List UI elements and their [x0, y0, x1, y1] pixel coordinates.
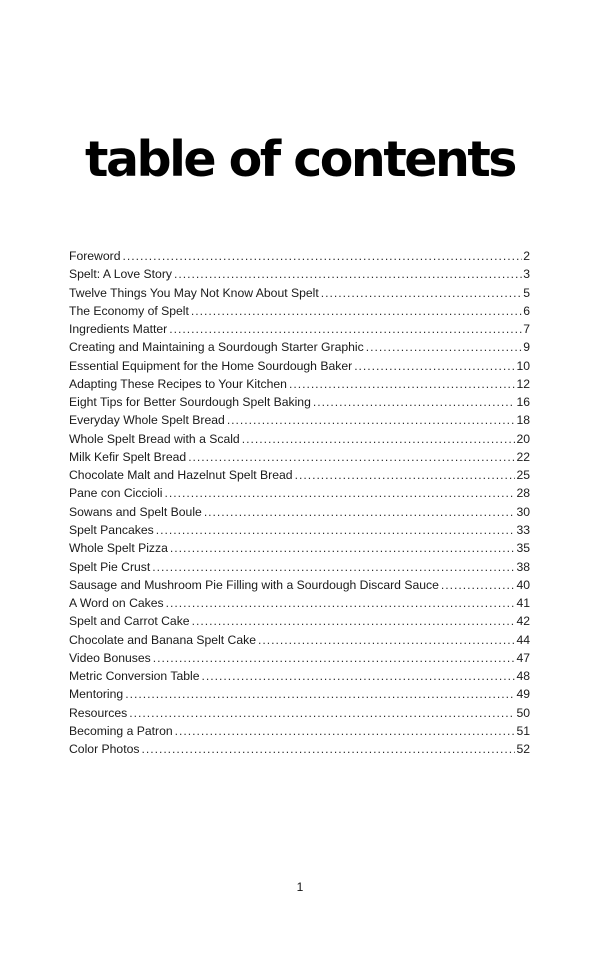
- toc-dot-leader: [122, 249, 522, 263]
- toc-entry[interactable]: [69, 706, 530, 724]
- toc-dot-leader: [170, 541, 516, 555]
- toc-entry[interactable]: [69, 249, 530, 267]
- toc-entry-page-number: 49: [516, 687, 530, 702]
- page-title: table of contents: [85, 131, 515, 188]
- toc-entry-page-number: 47: [516, 650, 530, 665]
- toc-entry-page-number: 38: [516, 559, 530, 574]
- toc-dot-leader: [166, 596, 516, 610]
- toc-entry-title: Creating and Maintaining a Sourdough Starter Graphic: [69, 340, 364, 355]
- toc-entry-title: Milk Kefir Spelt Bread: [69, 449, 187, 464]
- toc-entry-page-number: 30: [516, 504, 530, 519]
- toc-entry[interactable]: [69, 432, 530, 450]
- toc-entry[interactable]: [69, 651, 530, 669]
- toc-entry-page-number: 7: [523, 322, 530, 337]
- toc-entry-page-number: 52: [516, 742, 530, 757]
- toc-entry-title: Spelt and Carrot Cake: [69, 614, 190, 629]
- toc-entry[interactable]: [69, 633, 530, 651]
- toc-entry-page-number: 5: [523, 285, 530, 300]
- toc-dot-leader: [313, 395, 516, 409]
- toc-entry-title: Resources: [69, 705, 128, 720]
- toc-dot-leader: [175, 724, 516, 738]
- toc-entry-title: Adapting These Recipes to Your Kitchen: [69, 376, 287, 391]
- toc-entry-title: Sowans and Spelt Boule: [69, 504, 202, 519]
- toc-entry-page-number: 50: [516, 705, 530, 720]
- toc-entry-title: Chocolate Malt and Hazelnut Spelt Bread: [69, 468, 293, 483]
- toc-dot-leader: [192, 614, 516, 628]
- toc-entry[interactable]: [69, 560, 530, 578]
- toc-entry-page-number: 6: [523, 303, 530, 318]
- toc-entry-page-number: 20: [516, 431, 530, 446]
- toc-dot-leader: [366, 340, 523, 354]
- toc-entry-title: Chocolate and Banana Spelt Cake: [69, 632, 257, 647]
- toc-entry[interactable]: [69, 468, 530, 486]
- toc-entry-title: Whole Spelt Pizza: [69, 541, 168, 556]
- toc-entry[interactable]: [69, 505, 530, 523]
- toc-dot-leader: [156, 523, 516, 537]
- toc-entry[interactable]: [69, 413, 530, 431]
- toc-dot-leader: [321, 286, 522, 300]
- toc-dot-leader: [152, 560, 515, 574]
- toc-entry-title: Everyday Whole Spelt Bread: [69, 413, 225, 428]
- toc-dot-leader: [441, 578, 516, 592]
- toc-dot-leader: [169, 322, 522, 336]
- toc-entry[interactable]: [69, 486, 530, 504]
- toc-dot-leader: [188, 450, 515, 464]
- toc-entry-page-number: 44: [516, 632, 530, 647]
- toc-entry-page-number: 10: [516, 358, 530, 373]
- toc-entry[interactable]: [69, 377, 530, 395]
- toc-entry-page-number: 22: [516, 449, 530, 464]
- toc-entry-title: A Word on Cakes: [69, 596, 164, 611]
- toc-entry-page-number: 16: [516, 395, 530, 410]
- toc-entry-title: Foreword: [69, 249, 121, 263]
- toc-entry[interactable]: [69, 359, 530, 377]
- toc-entry[interactable]: [69, 596, 530, 614]
- toc-entry[interactable]: [69, 614, 530, 632]
- toc-entry[interactable]: [69, 450, 530, 468]
- toc-entry-page-number: 40: [516, 577, 530, 592]
- toc-entry-title: Spelt: A Love Story: [69, 267, 172, 282]
- toc-entry-title: Essential Equipment for the Home Sourdough Baker: [69, 358, 353, 373]
- page-number: 1: [296, 880, 304, 894]
- toc-dot-leader: [295, 468, 516, 482]
- toc-entry[interactable]: [69, 523, 530, 541]
- toc-entry-page-number: 2: [523, 249, 530, 263]
- toc-entry-page-number: 41: [516, 596, 530, 611]
- toc-entry[interactable]: [69, 340, 530, 358]
- toc-entry[interactable]: [69, 724, 530, 742]
- toc-dot-leader: [242, 432, 516, 446]
- toc-entry-page-number: 25: [516, 468, 530, 483]
- toc-entry-title: Sausage and Mushroom Pie Filling with a Sourdough Discard Sauce: [69, 577, 439, 592]
- toc-dot-leader: [153, 651, 516, 665]
- toc-entry-title: Pane con Ciccioli: [69, 486, 163, 501]
- toc-entry-title: Color Photos: [69, 742, 140, 757]
- toc-entry-page-number: 42: [516, 614, 530, 629]
- toc-entry[interactable]: [69, 669, 530, 687]
- toc-entry-page-number: 35: [516, 541, 530, 556]
- toc-entry-title: Spelt Pie Crust: [69, 559, 151, 574]
- toc-entry-title: Ingredients Matter: [69, 322, 168, 337]
- toc-dot-leader: [202, 669, 516, 683]
- toc-entry-page-number: 48: [516, 669, 530, 684]
- toc-dot-leader: [129, 706, 515, 720]
- toc-entry[interactable]: [69, 267, 530, 285]
- toc-dot-leader: [141, 742, 515, 756]
- toc-entry-page-number: 33: [516, 522, 530, 537]
- toc-entry-title: The Economy of Spelt: [69, 303, 189, 318]
- toc-dot-leader: [289, 377, 515, 391]
- toc-entry-page-number: 12: [516, 376, 530, 391]
- toc-dot-leader: [354, 359, 515, 373]
- table-of-contents-list: [69, 249, 530, 760]
- toc-entry-title: Becoming a Patron: [69, 723, 173, 738]
- toc-entry-title: Metric Conversion Table: [69, 669, 200, 684]
- toc-dot-leader: [191, 304, 522, 318]
- toc-entry[interactable]: [69, 742, 530, 760]
- toc-entry[interactable]: [69, 395, 530, 413]
- toc-entry[interactable]: [69, 286, 530, 304]
- toc-entry[interactable]: [69, 304, 530, 322]
- toc-entry-title: Mentoring: [69, 687, 124, 702]
- toc-entry-page-number: 3: [523, 267, 530, 282]
- toc-dot-leader: [227, 413, 516, 427]
- toc-entry-page-number: 18: [516, 413, 530, 428]
- toc-dot-leader: [125, 687, 515, 701]
- toc-entry[interactable]: [69, 541, 530, 559]
- toc-entry-page-number: 51: [516, 723, 530, 738]
- toc-entry[interactable]: [69, 687, 530, 705]
- toc-entry-page-number: 9: [523, 340, 530, 355]
- toc-entry-title: Video Bonuses: [69, 650, 151, 665]
- toc-dot-leader: [258, 633, 515, 647]
- toc-entry-title: Twelve Things You May Not Know About Spelt: [69, 285, 319, 300]
- toc-entry[interactable]: [69, 322, 530, 340]
- toc-entry-title: Spelt Pancakes: [69, 522, 154, 537]
- toc-dot-leader: [174, 267, 522, 281]
- toc-dot-leader: [164, 486, 515, 500]
- toc-entry-title: Eight Tips for Better Sourdough Spelt Baking: [69, 395, 311, 410]
- toc-entry-page-number: 28: [516, 486, 530, 501]
- toc-entry[interactable]: [69, 578, 530, 596]
- toc-dot-leader: [204, 505, 516, 519]
- toc-entry-title: Whole Spelt Bread with a Scald: [69, 431, 240, 446]
